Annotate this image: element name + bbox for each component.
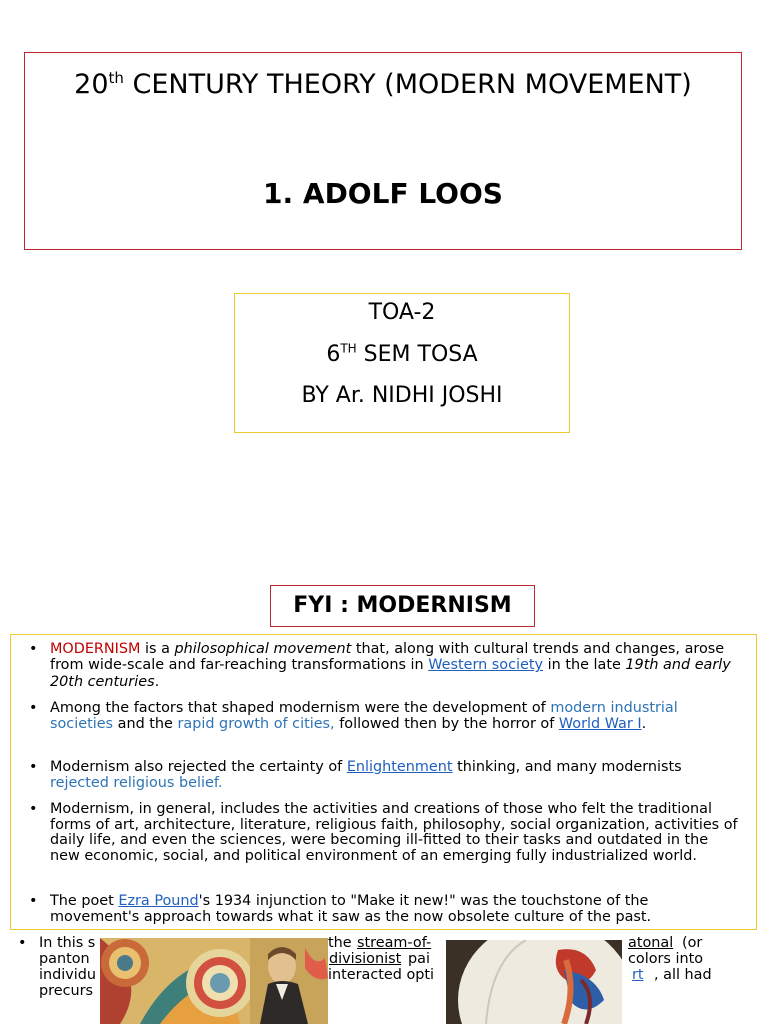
rejected-religious-text: rejected religious belief. [50,775,223,792]
bullet-item: • The poet Ezra Pound's 1934 injunction to "Make it new!" was the touchstone of the movement's approach towards what it saw as the now obsolete culture of the past. [29,893,652,926]
topic-title: 1. ADOLF LOOS [263,177,503,210]
rapid-growth-text: rapid growth of cities, [177,716,335,733]
enlightenment-link[interactable]: Enlightenment [346,759,453,775]
semester-label: SEM TOSA [356,342,478,367]
abstract-painting-image [446,940,622,1024]
bullet-item: • Among the factors that shaped modernism were the development of modern industrial societies and the rapid growth of cities, followed then by the horror of World War I. [29,700,678,733]
modernism-general-text: Modernism, in general, includes the activities and creations of those who felt the traditional forms of art, architecture, literature, religious faith, philosophy, social organization, activities of daily life, and even the sciences, were becoming ill-fitted to their tasks and outdated in the new economic, social, and political environment of an emerging fully industrialized world. [50,801,738,865]
signac-painting-image [100,938,328,1024]
semester-number: 6 [326,342,341,367]
modernism-term: MODERNISM [50,641,141,657]
fyi-content-box [10,634,757,930]
overlapped-bullet: • In this s the stream-of- atonal (or panton divisionist pai colors into individu interacted opti rt , all had precurs [18,935,712,999]
title-box [24,52,742,250]
title-prefix: 20 [74,69,109,100]
bullet-item: • MODERNISM is a philosophical movement that, along with cultural trends and changes, arose from wide-scale and far-reaching transformations in Western society in the late 19th and early 20th centuries. [29,641,731,690]
industrial-societies-text: modern industrial societies [50,700,678,733]
world-war-link[interactable]: World War I [558,716,642,733]
ezra-pound-link[interactable]: Ezra Pound [118,893,199,909]
title-suffix: CENTURY THEORY (MODERN MOVEMENT) [123,69,692,100]
fyi-heading: FYI : MODERNISM [270,585,535,627]
course-info-box [234,293,570,433]
author: BY Ar. NIDHI JOSHI [301,383,503,408]
title-superscript: th [108,69,124,87]
semester [235,342,569,367]
bullet-item: • Modernism also rejected the certainty of Enlightenment thinking, and many modernists rejected religious belief. [29,759,682,792]
western-society-link[interactable]: Western society [428,657,544,674]
bullet-item: • Modernism, in general, includes the activities and creations of those who felt the traditional forms of art, architecture, literature, religious faith, philosophy, social organization, activities of daily life, and even the sciences, were becoming ill-fitted to their tasks and outdated in the new economic, social, and political environment of an emerging fully industrialized world. [29,801,738,865]
semester-superscript: TH [340,341,357,356]
course-code: TOA-2 [368,300,436,325]
main-title [25,69,741,100]
